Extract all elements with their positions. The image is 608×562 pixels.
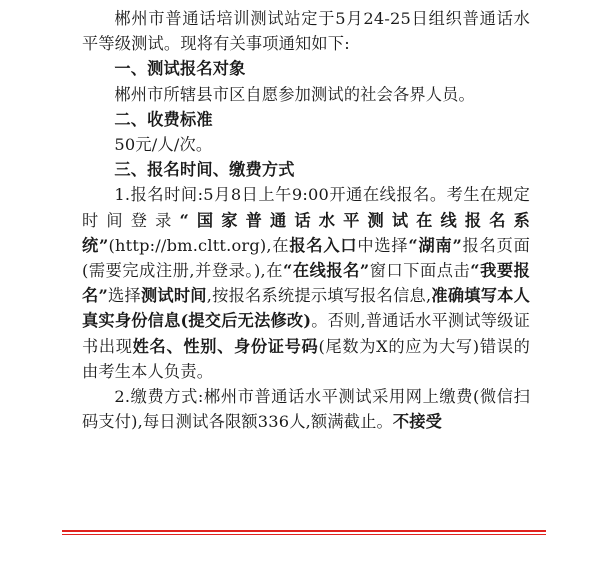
red-divider-thin — [62, 534, 546, 535]
intro-paragraph: 郴州市普通话培训测试站定于5月24-25日组织普通话水平等级测试。现将有关事项通知如下: — [82, 9, 530, 54]
notice-document — [82, 6, 530, 434]
text-run: (http://bm.cltt.org),在 — [108, 235, 290, 255]
text-run: 选择 — [107, 286, 141, 306]
i-want-register-bold: “我要报名” — [82, 261, 530, 306]
section-heading-fee-standard: 二、收费标准 — [114, 109, 213, 129]
system-name-bold: “国家普通话水平测试在线报名系统” — [82, 210, 530, 255]
section-body-registration-target: 郴州市所辖县市区自愿参加测试的社会各界人员。 — [114, 84, 475, 104]
registration-time-paragraph — [82, 182, 530, 384]
entry-name-bold: 报名入口 — [289, 235, 358, 255]
fill-identity-bold: 准确填写本人真实身份信息(提交后无法修改) — [82, 286, 530, 331]
section-heading-registration-payment: 三、报名时间、缴费方式 — [114, 160, 295, 180]
province-name-bold: “湖南” — [408, 235, 463, 255]
text-run: ,按报名系统提示填写报名信息, — [206, 286, 432, 306]
text-run: 报名页面(需要完成注册,并登录。),在 — [82, 235, 531, 281]
test-time-bold: 测试时间 — [140, 286, 207, 306]
payment-method-paragraph — [82, 384, 530, 434]
section-heading-registration-target: 一、测试报名对象 — [114, 59, 246, 79]
text-run: 1.报名时间:5月8日上午9:00开通在线报名。考生在规定时间登录 — [82, 185, 530, 230]
text-run: 2.缴费方式:郴州市普通话水平测试采用网上缴费(微信扫码支付),每日测试各限额336人,额满截止。 — [82, 387, 530, 432]
online-registration-bold: “在线报名” — [282, 261, 370, 281]
text-run: 窗口下面点击 — [369, 261, 471, 281]
section-body-fee-standard: 50元/人/次。 — [114, 135, 213, 155]
red-divider-thick — [62, 530, 546, 532]
text-run: 。否则,普通话水平测试等级证书出现 — [82, 311, 530, 356]
not-accept-bold: 不接受 — [392, 412, 443, 432]
identity-fields-bold: 姓名、性别、身份证号码 — [132, 336, 319, 356]
text-run: 中选择 — [357, 235, 409, 255]
text-run: (尾数为X的应为大写)错误的由考生本人负责。 — [82, 336, 530, 381]
